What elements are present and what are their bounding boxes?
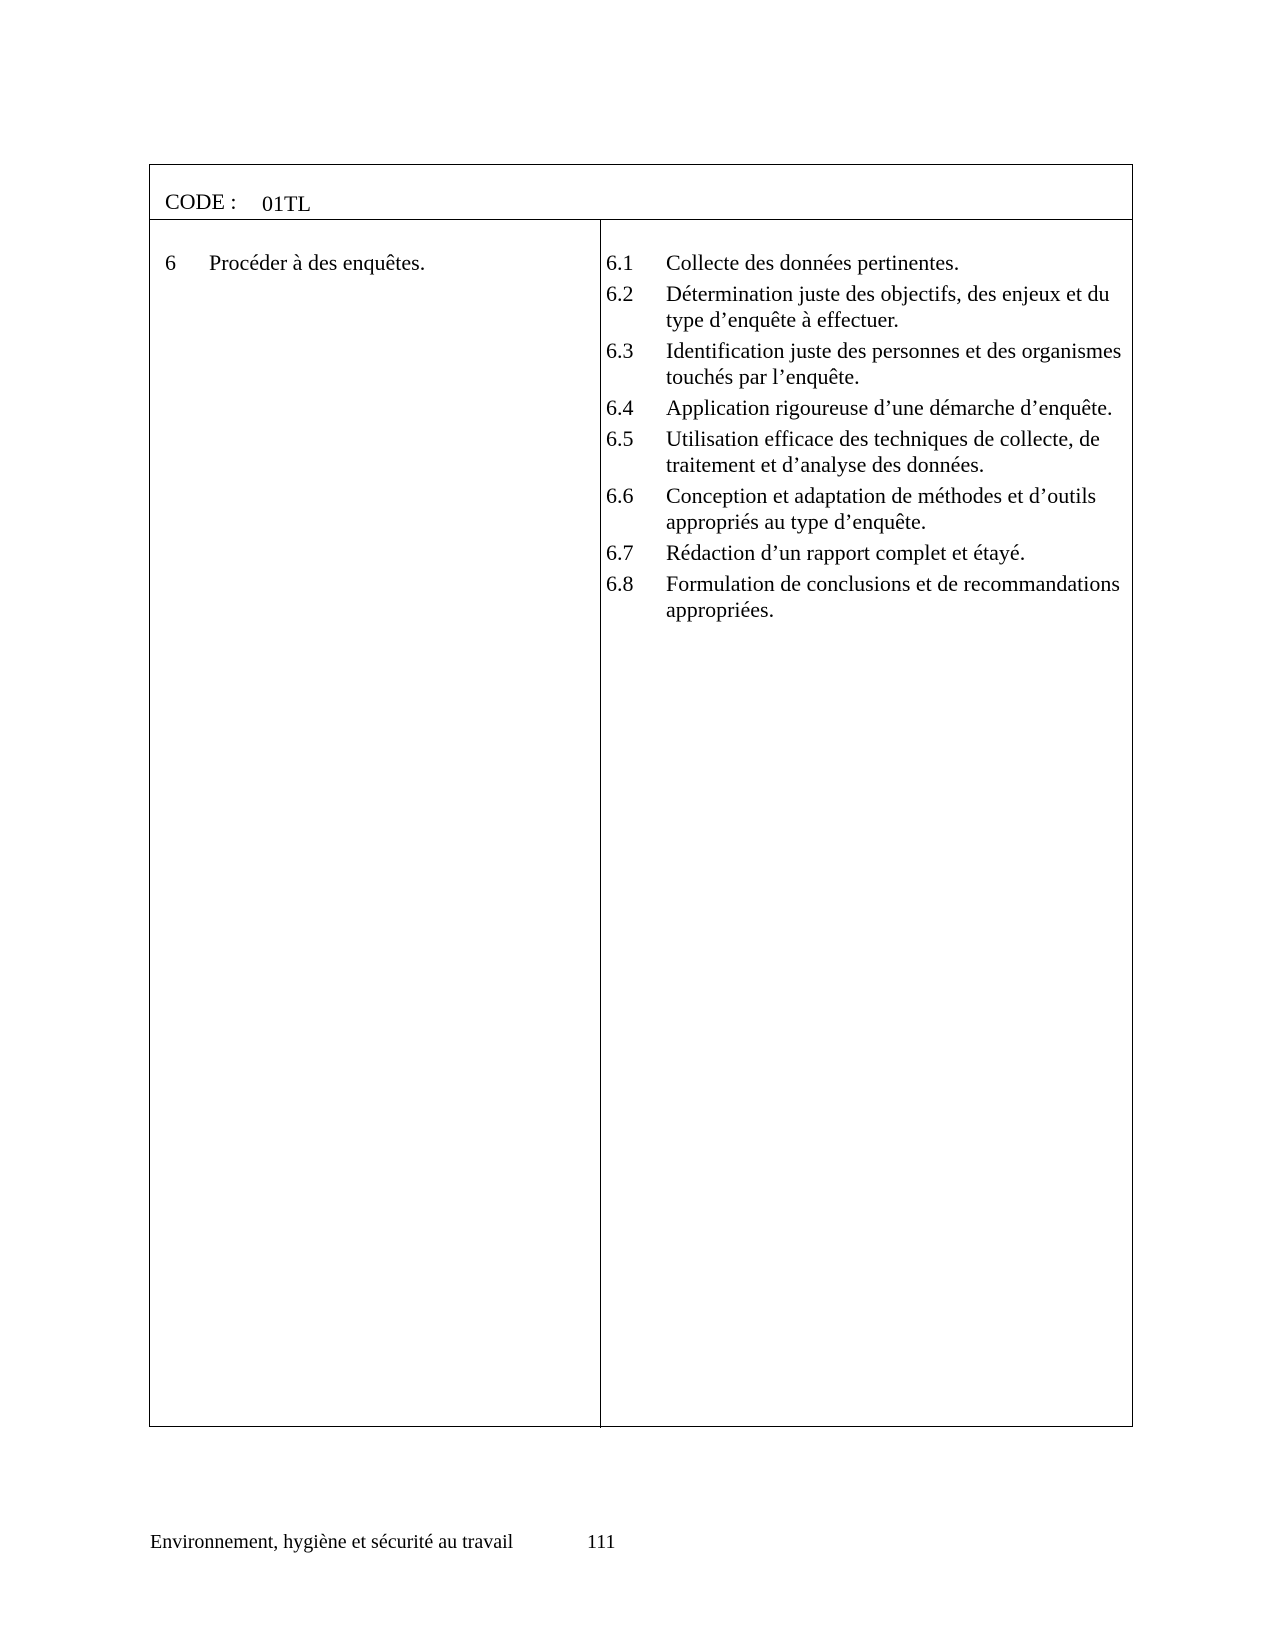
criterion-item (606, 571, 1126, 623)
criterion-item (606, 250, 1126, 276)
competence-text: Procéder à des enquêtes. (209, 250, 426, 275)
code-header-row (150, 165, 1132, 220)
criterion-number: 6.2 (606, 281, 634, 306)
criterion-item (606, 338, 1126, 390)
criterion-number: 6.1 (606, 250, 634, 275)
criterion-text: Rédaction d’un rapport complet et étayé. (666, 540, 1026, 565)
competence-column (165, 250, 585, 276)
column-divider (600, 219, 601, 1428)
criterion-item (606, 281, 1126, 333)
competence-statement (165, 250, 585, 276)
criterion-item (606, 540, 1126, 566)
criteria-column (606, 250, 1126, 628)
criterion-number: 6.4 (606, 395, 634, 420)
competence-number: 6 (165, 250, 176, 275)
footer-title: Environnement, hygiène et sécurité au travail (150, 1531, 514, 1553)
code-value: 01TL (262, 191, 311, 216)
criterion-number: 6.3 (606, 338, 634, 363)
criterion-text: Application rigoureuse d’une démarche d’enquête. (666, 395, 1113, 420)
page-number: 111 (587, 1531, 616, 1553)
criterion-text: Utilisation efficace des techniques de collecte, de traitement et d’analyse des données. (666, 426, 1100, 477)
criterion-item (606, 426, 1126, 478)
criterion-number: 6.6 (606, 483, 634, 508)
code-label: CODE : (165, 189, 237, 214)
criterion-number: 6.5 (606, 426, 634, 451)
criterion-item (606, 395, 1126, 421)
criterion-text: Détermination juste des objectifs, des enjeux et du type d’enquête à effectuer. (666, 281, 1110, 332)
page-footer (150, 1531, 616, 1553)
criterion-text: Formulation de conclusions et de recommandations appropriées. (666, 571, 1120, 622)
criterion-text: Collecte des données pertinentes. (666, 250, 960, 275)
criterion-number: 6.8 (606, 571, 634, 596)
criterion-text: Conception et adaptation de méthodes et d’outils appropriés au type d’enquête. (666, 483, 1097, 534)
criterion-text: Identification juste des personnes et des organismes touchés par l’enquête. (666, 338, 1122, 389)
criterion-number: 6.7 (606, 540, 634, 565)
competence-table (149, 164, 1133, 1427)
criterion-item (606, 483, 1126, 535)
